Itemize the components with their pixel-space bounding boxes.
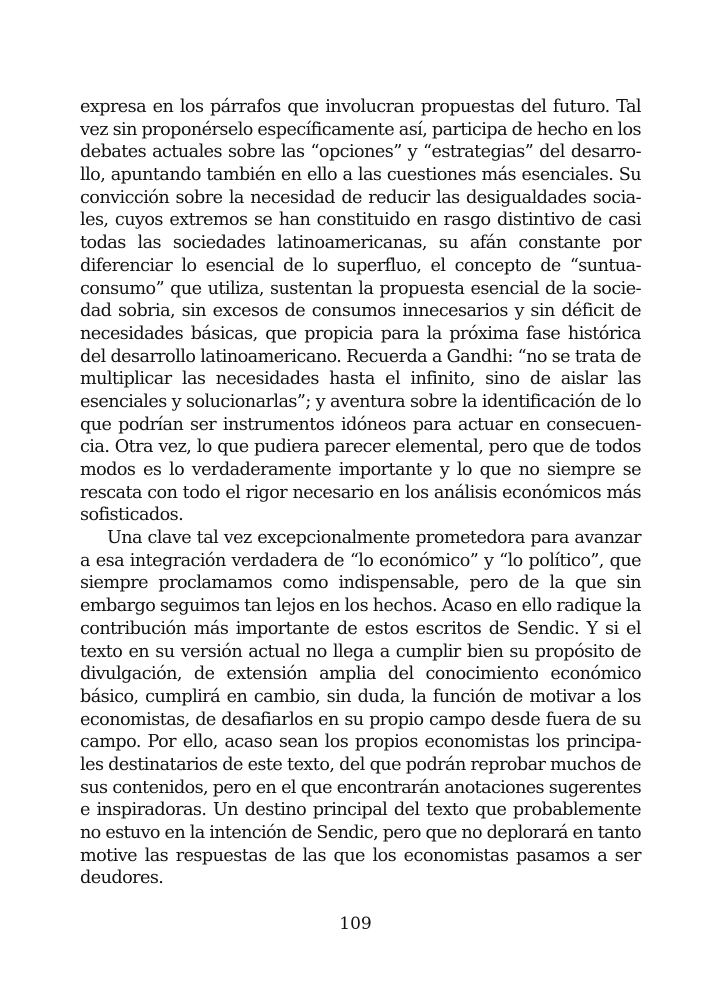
text-line: consumo” que utiliza, sustentan la propuesta esencial de la socie- [80, 278, 641, 299]
text-line: no estuvo en la intención de Sendic, pero que no deplorará en tanto [80, 823, 641, 843]
text-line: e inspiradoras. Un destino principal del texto que probablemente [80, 800, 641, 821]
text-line: divulgación, de extensión amplia del conocimiento económico [80, 664, 641, 685]
text-line: todas las sociedades latinoamericanas, su afán constante por [80, 233, 641, 254]
text-line: multiplicar las necesidades hasta el infinito, sino de aislar las [80, 369, 641, 390]
text-line: rescata con todo el rigor necesario en los análisis económicos más [80, 482, 641, 503]
text-line: necesidades básicas, que propicia para la próxima fase histórica [80, 323, 641, 344]
text-line: vez sin proponérselo específicamente así, participa de hecho en los [80, 119, 641, 140]
text-line: economistas, de desafiarlos en su propio campo desde fuera de su [80, 709, 641, 730]
body-text [80, 96, 641, 890]
paragraph [80, 96, 641, 527]
text-line: sus contenidos, pero en el que encontrarán anotaciones sugerentes [80, 777, 641, 798]
text-line: llo, apuntando también en ello a las cuestiones más esenciales. Su [80, 165, 641, 186]
text-line: que podrían ser instrumentos idóneos para actuar en consecuen- [80, 414, 641, 435]
text-line: embargo seguimos tan lejos en los hechos. Acaso en ello radique la [80, 596, 641, 617]
text-line: esenciales y solucionarlas”; y aventura sobre la identificación de lo [80, 391, 641, 412]
text-line: deudores. [80, 868, 164, 889]
text-line: del desarrollo latinoamericano. Recuerda a Gandhi: “no se trata de [80, 346, 641, 367]
text-line: expresa en los párrafos que involucran propuestas del futuro. Tal [80, 97, 641, 117]
text-line: contribución más importante de estos escritos de Sendic. Y si el [80, 618, 641, 639]
text-line: básico, cumplirá en cambio, sin duda, la función de motivar a los [80, 686, 641, 707]
text-line: convicción sobre la necesidad de reducir las desigualdades socia- [80, 187, 641, 208]
text-line: motive las respuestas de las que los economistas pasamos a ser [80, 845, 641, 866]
text-line: debates actuales sobre las “opciones” y “estrategias” del desarro- [80, 142, 641, 163]
text-line: les, cuyos extremos se han constituido en rasgo distintivo de casi [80, 210, 641, 231]
text-line: les destinatarios de este texto, del que podrán reprobar muchos de [80, 754, 641, 775]
text-line: texto en su versión actual no llega a cumplir bien su propósito de [80, 641, 641, 662]
text-line: a esa integración verdadera de “lo económico” y “lo político”, que [80, 550, 641, 571]
text-line: cia. Otra vez, lo que pudiera parecer elemental, pero que de todos [80, 437, 641, 458]
paragraph [80, 527, 641, 890]
text-line: diferenciar lo esencial de lo superfluo, el concepto de “suntua- [80, 255, 641, 276]
text-line: sofisticados. [80, 505, 184, 526]
text-line: dad sobria, sin excesos de consumos innecesarios y sin déficit de [80, 301, 641, 322]
page-number: 109 [339, 914, 372, 934]
text-line: Una clave tal vez excepcionalmente prometedora para avanzar [107, 528, 641, 549]
text-line: campo. Por ello, acaso sean los propios economistas los principa- [80, 732, 641, 753]
text-line: siempre proclamamos como indispensable, pero de la que sin [80, 573, 641, 594]
text-line: modos es lo verdaderamente importante y lo que no siempre se [80, 460, 641, 480]
